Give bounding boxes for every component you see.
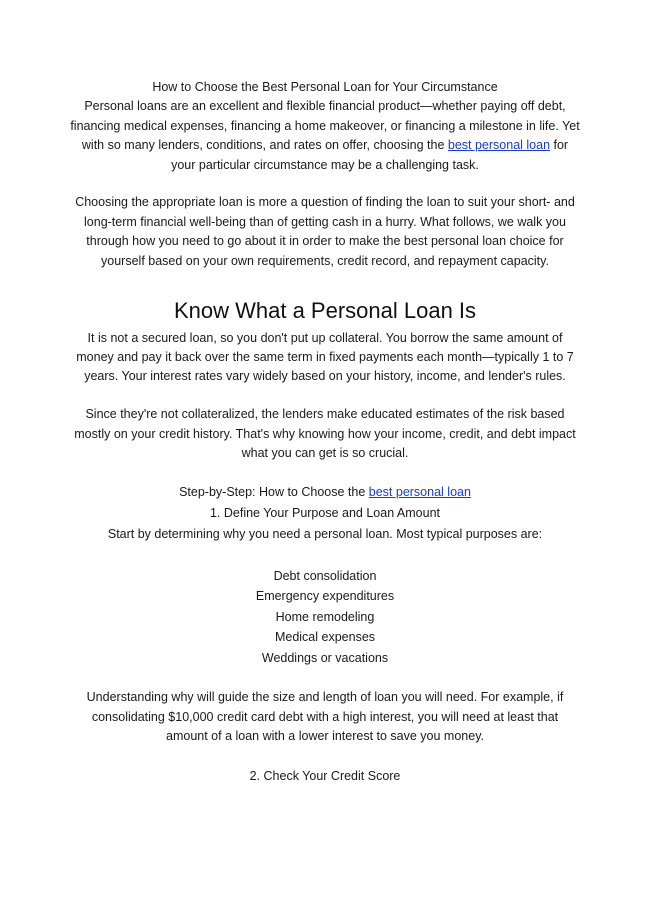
list-item: Emergency expenditures [255, 589, 395, 603]
section-heading: Know What a Personal Loan Is [173, 298, 477, 323]
step-prefix: Step-by-Step: How to Choose the [179, 484, 369, 499]
list-item: Medical expenses [274, 630, 376, 644]
intro-text-b: for your particular circumstance may be a challenging task. [171, 138, 569, 172]
intro-paragraph-1 [70, 97, 580, 175]
intro-paragraph-2: Choosing the appropriate loan is more a question of finding the loan to suit your short- and long-term financial well-being than of getting cash in a hurry. What follows, we walk you through how you need to go about it in order to make the best personal loan choice for yourself based on your own requirements, credit record, and repayment capacity. [75, 195, 575, 268]
list-item: Weddings or vacations [261, 650, 389, 665]
know-paragraph-2: Since they're not collateralized, the lenders make educated estimates of the risk based mostly on your credit history. That's why knowing how your income, credit, and debt impact what you can get is so crucial. [74, 407, 576, 460]
understanding-paragraph: Understanding why will guide the size and length of loan you will need. For example, if consolidating $10,000 credit card debt with a high interest, you will need at least that amount of a loan with a lower interest to save you money. [86, 690, 564, 743]
best-personal-loan-link[interactable]: best personal loan [447, 138, 551, 152]
best-personal-loan-link-2[interactable]: best personal loan [368, 484, 471, 499]
list-item: Debt consolidation [273, 568, 377, 583]
document-page [70, 77, 580, 786]
step-by-step-line [70, 482, 580, 503]
document-title: How to Choose the Best Personal Loan for Your Circumstance [152, 80, 498, 94]
purpose-list [70, 566, 580, 669]
intro-text-a: Personal loans are an excellent and flexible financial product—whether paying off debt, financing medical expenses, financing a home makeover, or financing a milestone in life. Yet with so many lenders, conditions, and rates on offer, choosing the [70, 99, 580, 152]
step-1-text: Start by determining why you need a personal loan. Most typical purposes are: [107, 526, 543, 541]
list-item: Home remodeling [275, 609, 375, 624]
step-2-heading: 2. Check Your Credit Score [249, 768, 401, 783]
step-1-heading: 1. Define Your Purpose and Loan Amount [209, 505, 441, 520]
know-paragraph-1: It is not a secured loan, so you don't put up collateral. You borrow the same amount of money and pay it back over the same term in fixed payments each month—typically 1 to 7 years. Your interest rates vary widely based on your history, income, and lender's rules. [76, 331, 574, 383]
